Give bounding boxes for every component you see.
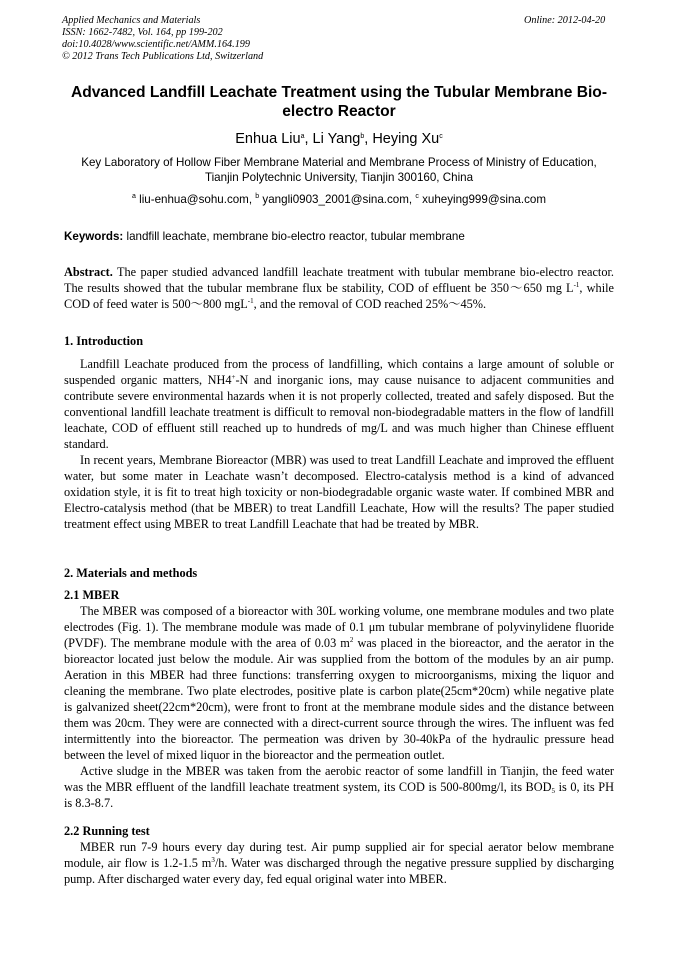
mber-body (64, 603, 614, 811)
email-mark: b (255, 193, 260, 200)
paper-title: Advanced Landfill Leachate Treatment using the Tubular Membrane Bio-electro Reactor (70, 84, 608, 120)
introduction-body (64, 356, 614, 532)
section-heading-introduction: 1. Introduction (64, 334, 144, 348)
author-name: , Li Yang (304, 131, 361, 147)
email-mark: c (415, 193, 419, 200)
author-name: Enhua Liu (235, 131, 301, 147)
abstract-text: The paper studied advanced landfill leachate treatment with tubular membrane bio-electro reactor. The results showed that the tubular membrane flux be stability, COD of effluent be 350～650 mg L (64, 265, 614, 295)
issn-line: ISSN: 1662-7482, Vol. 164, pp 199-202 (62, 27, 223, 38)
author-list (60, 130, 618, 148)
paragraph (64, 839, 614, 887)
paragraph (64, 603, 614, 763)
subsection-heading-running-test: 2.2 Running test (64, 824, 150, 838)
paragraph-text: The MBER was composed of a bioreactor with 30L working volume, one membrane modules and two plate electrodes (Fig. 1). The membrane module was made of 0.1 μm tubular membrane of polyvinylidene fluoride (PVDF). The membrane module with the area of 0.03 m (64, 604, 614, 650)
paragraph-text: -N and inorganic ions, may cause nuisance to adjacent communities and contribute severe environmental hazards when it is not properly collected, treated and safely disposed. But the conventional landfill leachate treatment is difficult to removal non-biodegradable matters in the flow of landfill leachate, COD of effluent still reached up to hundreds of mg/L and was much higher than Chinese effluent standard. (64, 373, 614, 451)
abstract-text: , and the removal of COD reached 25%～45%. (253, 297, 487, 311)
affiliation-line: Key Laboratory of Hollow Fiber Membrane Material and Membrane Process of Ministry of Education, (81, 156, 597, 169)
journal-name: Applied Mechanics and Materials (62, 15, 201, 26)
paragraph-text: MBER run 7-9 hours every day during test. Air pump supplied air for special aerator below membrane module, air flow is 1.2-1.5 m (64, 840, 614, 870)
paragraph (64, 356, 614, 452)
journal-header (62, 15, 263, 63)
paragraph (64, 763, 614, 811)
superscript: -1 (247, 297, 254, 305)
keywords-label: Keywords: (64, 230, 124, 243)
email-mark: a (131, 193, 136, 200)
paragraph-text: Active sludge in the MBER was taken from the aerobic reactor of some landfill in Tianjin, the feed water was the MBR effluent of the landfill leachate treatment system, its COD is 500-800mg/l, its BOD (64, 764, 614, 794)
email-address: yangli0903_2001@sina.com, (259, 193, 416, 206)
paragraph-text: was placed in the bioreactor, and the aerator in the bioreactor located just below the module. Air was supplied from the bottom of the modules by an air pump. Aeration in this MBER had three functions: transferring oxygen to microorganisms, mixing the liquor and cleaning the membrane. Two plate electrodes, positive plate is carbon plate(25cm*20cm) while negative plate is galvanized sheet(22cm*20cm), were front to front at the membrane module sides and the distance between them was 20cm. They were are connected with a direct-current source through the wires. The influent was fed intermittently into the bioreactor. The permeation was driven by 30-40kPa of the hydraulic pressure head between the level of mixed liquor in the bioreactor and the permeation outlet. (64, 636, 614, 762)
author-affil-mark: a (300, 133, 305, 140)
running-test-body (64, 839, 614, 887)
superscript: + (231, 373, 236, 381)
online-date: Online: 2012-04-20 (524, 15, 606, 26)
email-address: xuheying999@sina.com (418, 193, 546, 206)
paragraph-text: is 0, its PH is 8.3-8.7. (64, 780, 614, 810)
copyright-line: © 2012 Trans Tech Publications Ltd, Switzerland (62, 51, 264, 62)
superscript: -1 (573, 281, 580, 289)
paragraph: In recent years, Membrane Bioreactor (MBR) was used to treat Landfill Leachate and improved the effluent water, but some mater in Leachate wasn’t decomposed. Electro-catalysis method is a kind of advanced oxidation style, it is fit to treat high toxicity or non-biodegradable organic waste water. If combined MBR and Electro-catalysis method (that be MBER) to treat Landfill Leachate, How will the results? The paper studied treatment effect using MBER to treat Landfill Leachate that had be treated by MBR. (64, 453, 614, 531)
abstract-label: Abstract. (64, 265, 113, 279)
superscript: 2 (349, 636, 354, 644)
superscript: 3 (211, 856, 215, 864)
abstract-text: , while COD of feed water is 500～800 mgL (64, 281, 614, 311)
author-name: , Heying Xu (364, 131, 440, 147)
author-affil-mark: c (439, 133, 443, 140)
paragraph-text: /h. Water was discharged through the negative pressure supplied by discharging pump. After discharged water every day, fed equal original water into MBER. (64, 856, 614, 886)
email-address: liu-enhua@sohu.com, (135, 193, 256, 206)
subscript: 5 (551, 787, 556, 795)
keywords-text: landfill leachate, membrane bio-electro reactor, tubular membrane (123, 230, 465, 243)
section-heading-materials: 2. Materials and methods (64, 566, 198, 580)
email-list (60, 192, 618, 207)
subsection-heading-mber: 2.1 MBER (64, 588, 120, 602)
abstract (64, 264, 614, 312)
affiliation (60, 155, 618, 185)
doi-line: doi:10.4028/www.scientific.net/AMM.164.199 (62, 39, 250, 50)
paragraph-text: Landfill Leachate produced from the process of landfilling, which contains a large amount of soluble or suspended organic matters, NH4 (64, 357, 614, 387)
affiliation-line: Tianjin Polytechnic University, Tianjin 300160, China (204, 171, 474, 184)
author-affil-mark: b (360, 133, 365, 140)
keywords (64, 229, 616, 244)
